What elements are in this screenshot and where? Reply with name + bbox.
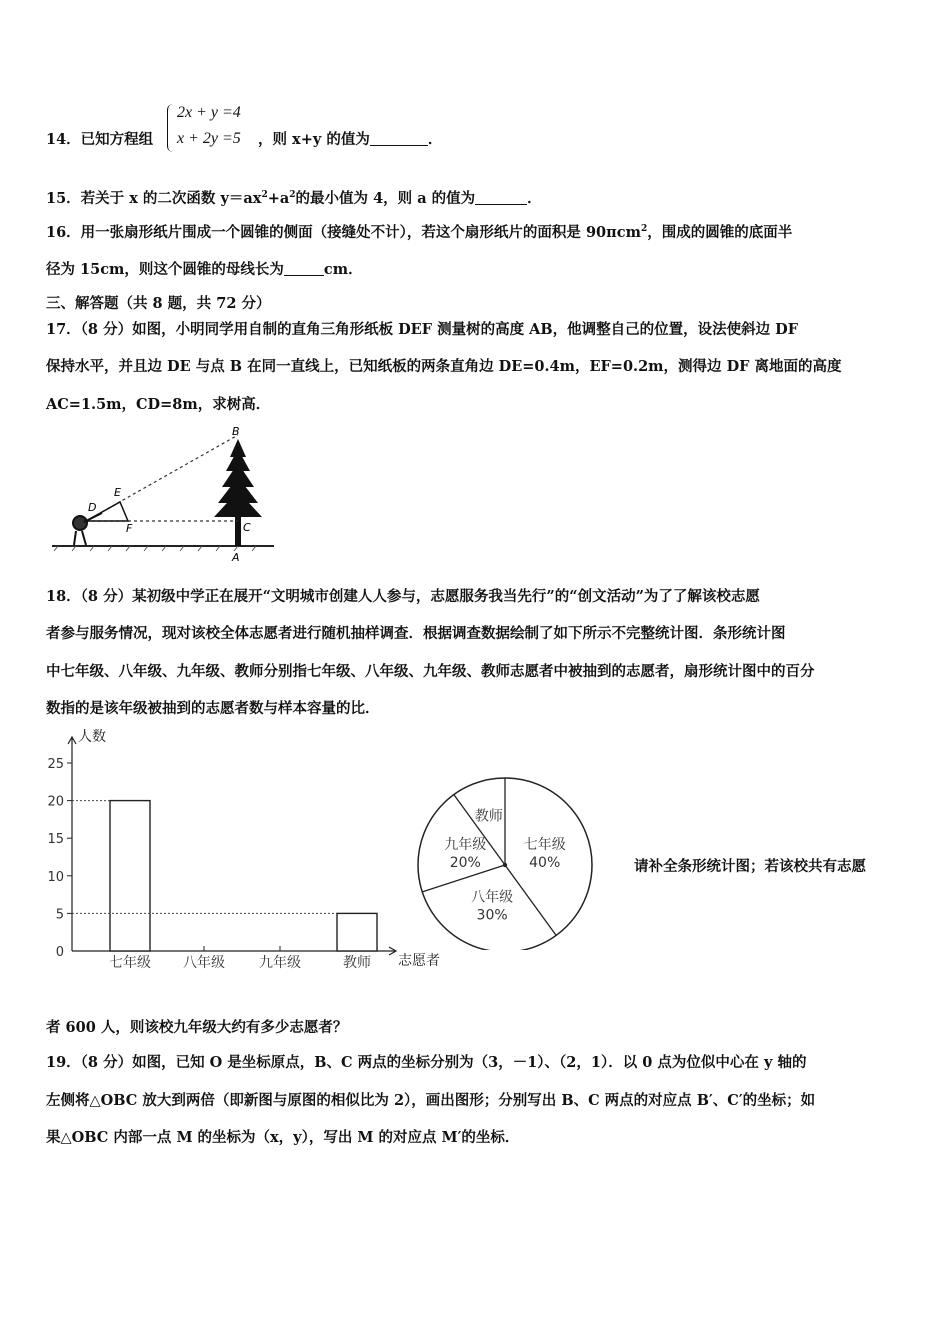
answer-blank	[284, 261, 324, 276]
answer-blank	[475, 190, 527, 205]
y-tick-label: 15	[47, 832, 64, 848]
tree-icon	[214, 439, 262, 546]
bar	[337, 913, 377, 951]
bar-chart	[46, 725, 446, 980]
q18-line3: 中七年级、八年级、九年级、教师分别指七年级、八年级、九年级、教师志愿者中被抽到的志愿者，扇形统计图中的百分	[46, 663, 815, 680]
person-icon	[73, 513, 102, 545]
q18-line5: 者 600 人，则该校九年级大约有多少志愿者？	[46, 1019, 348, 1036]
pie-slice-percent: 20%	[449, 855, 481, 872]
label-C: C	[243, 521, 251, 534]
tree-measurement-figure	[46, 425, 286, 565]
label-E: E	[114, 486, 121, 499]
pie-slice-label: 九年级	[444, 837, 487, 854]
pie-slice-label: 七年级	[523, 837, 566, 854]
pie-slice-label: 八年级	[471, 889, 514, 906]
q14-eq2: x + 2y =5	[177, 130, 241, 147]
q18-line4: 数指的是该年级被抽到的志愿者数与样本容量的比．	[46, 700, 380, 717]
label-A: A	[232, 551, 240, 564]
y-axis-label: 人数	[78, 729, 106, 745]
label-B: B	[232, 425, 240, 438]
q18-line1: 18．（8 分）某初级中学正在展开“文明城市创建人人参与，志愿服务我当先行”的“创文活动”为了了解该校志愿	[46, 588, 760, 605]
label-F: F	[126, 522, 133, 535]
q18-line2: 者参与服务情况，现对该校全体志愿者进行随机抽样调查．根据调查数据绘制了如下所示不完整统计图．条形统计图	[46, 625, 786, 642]
q15-line: 15．若关于 x 的二次函数 $y=ax^2+a^2$的最小值为 4，则 a 的值为 ．	[46, 190, 542, 207]
q17-line2: 保持水平，并且边 DE 与点 B 在同一直线上，已知纸板的两条直角边 DE=0.4m，EF=0.2m，测得边 DF 离地面的高度	[46, 358, 842, 375]
q14-prefix: 14．已知方程组	[46, 131, 154, 148]
pie-slice-percent: 40%	[529, 855, 561, 872]
label-D: D	[88, 501, 97, 514]
y-tick-label: 25	[47, 757, 64, 772]
pie-center	[503, 863, 507, 867]
q16-line2: 径为 15cm，则这个圆锥的母线长为 cm．	[46, 261, 363, 278]
equation-brace	[167, 104, 174, 152]
x-axis-label: 志愿者	[398, 953, 440, 969]
y-tick-label: 10	[47, 869, 64, 885]
y-tick-label: 5	[55, 907, 64, 923]
bar	[110, 801, 150, 951]
q19-line2: 左侧将△OBC 放大到两倍（即新图与原图的相似比为 2），画出图形；分别写出 B、C 两点的对应点 B′、C′的坐标；如	[46, 1092, 816, 1109]
answer-blank	[370, 131, 428, 146]
pie-slice-label: 教师	[474, 808, 503, 825]
section-heading: 三、解答题（共 8 题，共 72 分）	[46, 295, 271, 312]
pie-chart	[410, 770, 600, 950]
x-tick-label: 七年级	[109, 955, 151, 971]
x-tick-label: 九年级	[259, 955, 301, 971]
x-tick-label: 教师	[343, 955, 371, 971]
pie-slice-percent: 30%	[476, 907, 508, 924]
q14-eq1: 2x + y =4	[177, 104, 241, 121]
q17-line1: 17．（8 分）如图，小明同学用自制的直角三角形纸板 DEF 测量树的高度 AB，他调整自己的位置，设法使斜边 DF	[46, 321, 799, 338]
y-tick-label: 20	[47, 794, 64, 810]
q19-line3: 果△OBC 内部一点 M 的坐标为（x，y），写出 M 的对应点 M′的坐标．	[46, 1129, 520, 1146]
x-tick-label: 八年级	[183, 955, 225, 971]
q16-line1: 16．用一张扇形纸片围成一个圆锥的侧面（接缝处不计），若这个扇形纸片的面积是 90πcm$^2$，围成的圆锥的底面半	[46, 224, 793, 241]
q14-suffix: ，则 x+y 的值为 ．	[258, 131, 443, 148]
q18-side-text: 请补全条形统计图；若该校共有志愿	[634, 858, 866, 875]
y-tick-label: 0	[55, 945, 64, 960]
q17-line3: AC=1.5m，CD=8m，求树高．	[46, 396, 271, 413]
q19-line1: 19．（8 分）如图，已知 O 是坐标原点，B、C 两点的坐标分别为（3，－1）、（2，1）．以 0 点为位似中心在 y 轴的	[46, 1054, 807, 1071]
